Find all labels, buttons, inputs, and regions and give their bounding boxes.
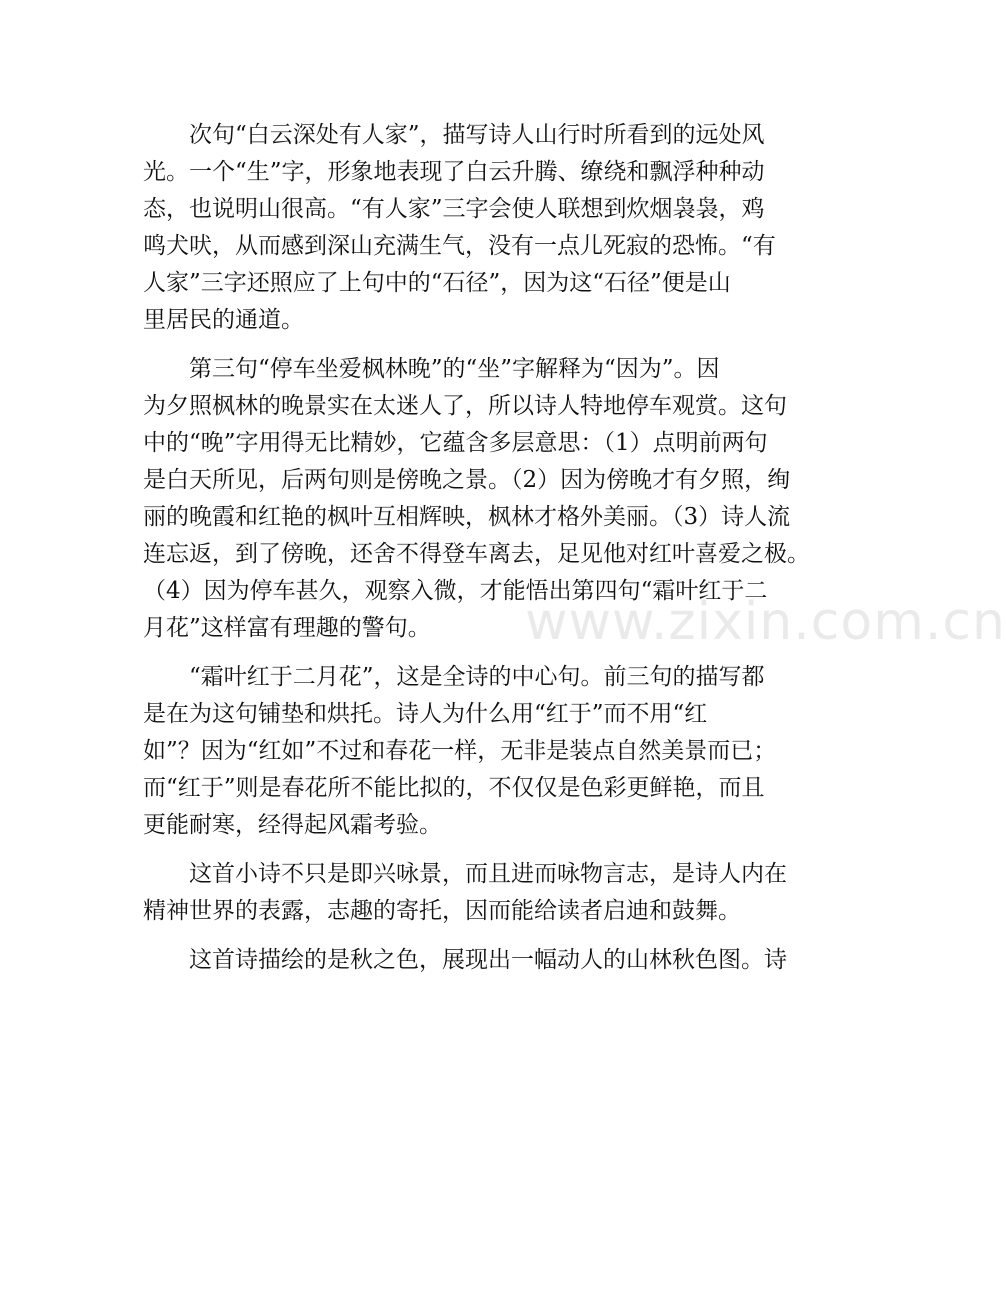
text-line: 更能耐寒，经得起风霜考验。	[143, 812, 442, 838]
text-line: 丽的晚霞和红艳的枫叶互相辉映，枫林才格外美丽。（3）诗人流	[143, 504, 791, 530]
text-line: 中的“晚”字用得无比精妙，它蕴含多层意思：（1）点明前两句	[143, 430, 768, 456]
paragraph	[143, 659, 783, 844]
text-line: 鸣犬吠，从而感到深山充满生气，没有一点儿死寂的恐怖。“有	[143, 233, 776, 259]
text-line: （4）因为停车甚久，观察入微，才能悟出第四句“霜叶红于二	[143, 578, 768, 604]
text-line: 是在为这句铺垫和烘托。诗人为什么用“红于”而不用“红	[143, 701, 708, 727]
text-line: 第三句“停车坐爱枫林晚”的“坐”字解释为“因为”。因	[143, 356, 720, 382]
text-line: 态，也说明山很高。“有人家”三字会使人联想到炊烟袅袅，鸡	[143, 196, 765, 222]
text-line: 这首小诗不只是即兴咏景，而且进而咏物言志，是诗人内在	[143, 861, 787, 887]
text-line: 次句“白云深处有人家”，描写诗人山行时所看到的远处风	[143, 122, 765, 148]
text-line: 人家”三字还照应了上句中的“石径”，因为这“石径”便是山	[143, 270, 731, 296]
text-line: 月花”这样富有理趣的警句。	[143, 615, 431, 641]
watermark: www.zixin.com.cn	[525, 592, 1006, 652]
document-body	[143, 117, 810, 991]
paragraph	[143, 117, 783, 339]
paragraph	[143, 856, 787, 930]
text-line: 是白天所见，后两句则是傍晚之景。（2）因为傍晚才有夕照，绚	[143, 467, 791, 493]
text-line: 为夕照枫林的晚景实在太迷人了，所以诗人特地停车观赏。这句	[143, 393, 787, 419]
paragraph	[143, 942, 787, 979]
text-line: 里居民的通道。	[143, 307, 304, 333]
text-line: 如”？因为“红如”不过和春花一样，无非是装点自然美景而已；	[143, 738, 777, 764]
text-line: 而“红于”则是春花所不能比拟的，不仅仅是色彩更鲜艳，而且	[143, 775, 765, 801]
text-line: 连忘返，到了傍晚，还舍不得登车离去，足见他对红叶喜爱之极。	[143, 541, 810, 567]
text-line: 这首诗描绘的是秋之色，展现出一幅动人的山林秋色图。诗	[143, 947, 787, 973]
text-line: “霜叶红于二月花”，这是全诗的中心句。前三句的描写都	[143, 664, 765, 690]
text-line: 光。一个“生”字，形象地表现了白云升腾、缭绕和飘浮种种动	[143, 159, 765, 185]
text-line: 精神世界的表露，志趣的寄托，因而能给读者启迪和鼓舞。	[143, 898, 741, 924]
